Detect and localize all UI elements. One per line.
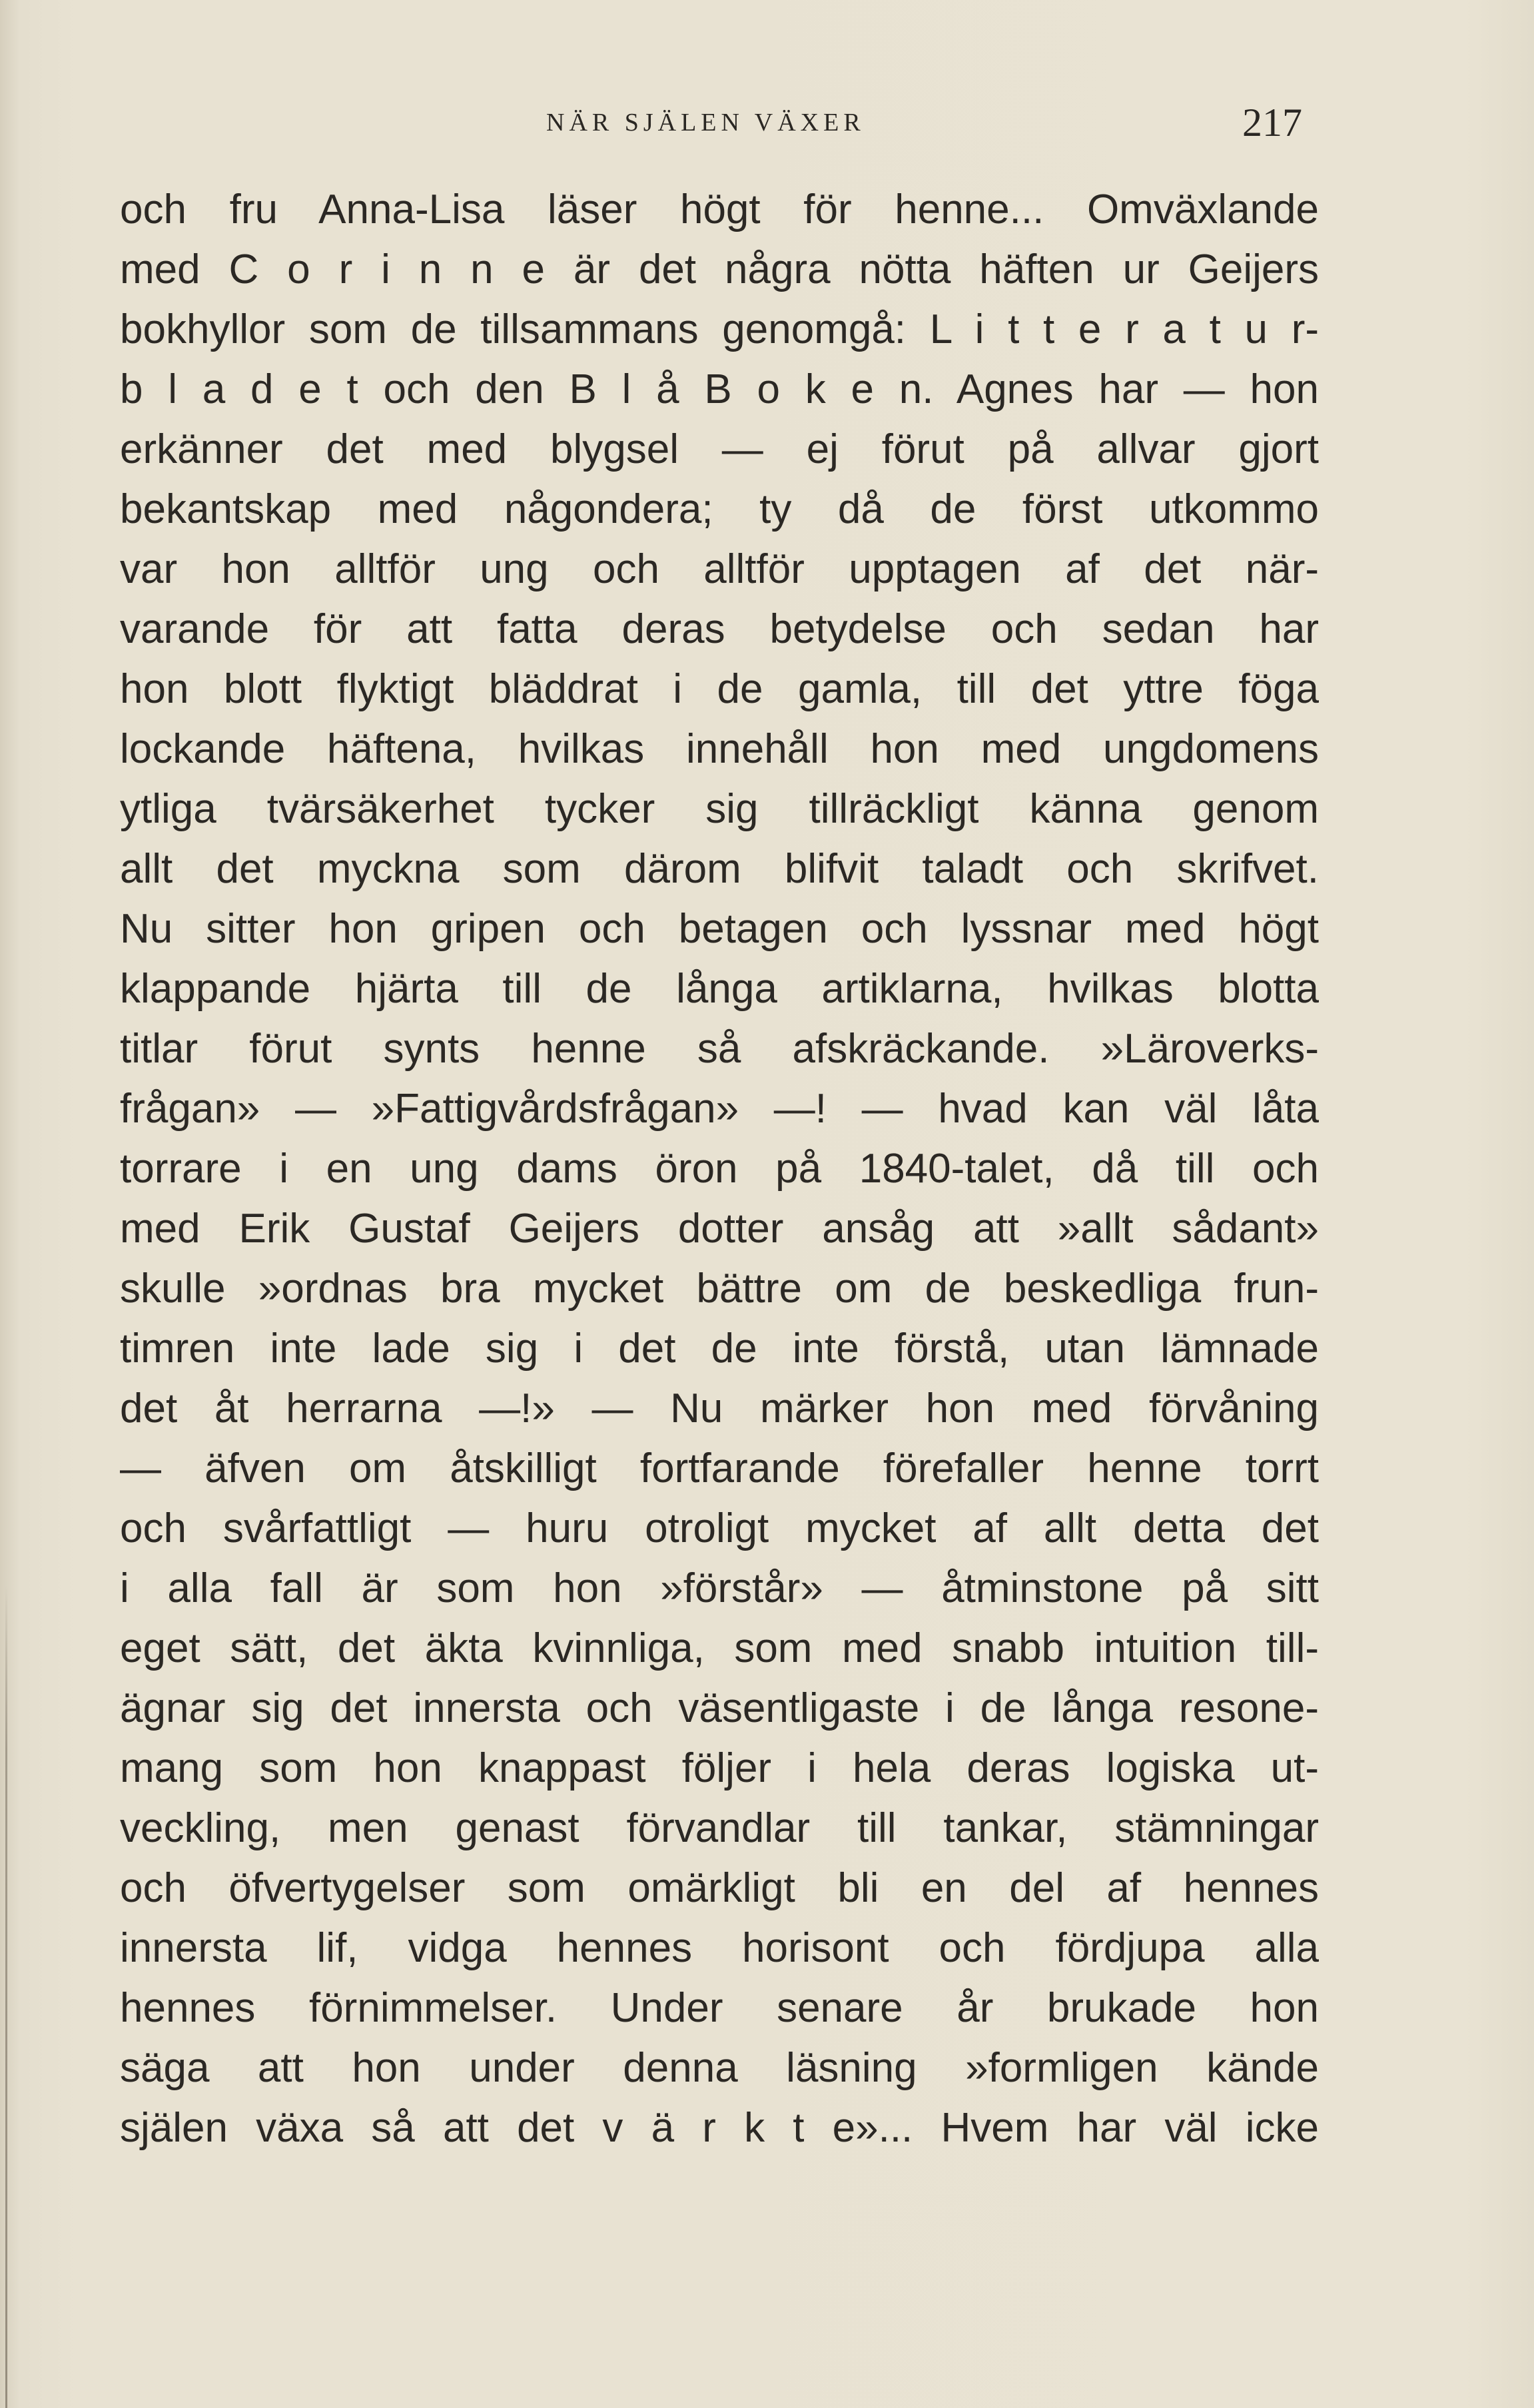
running-head: NÄR SJÄLEN VÄXER xyxy=(546,109,865,137)
text-line: titlar förut synts henne så afskräckande. »Läroverks- xyxy=(120,1026,1319,1072)
text-line: hon blott flyktigt bläddrat i de gamla, till det yttre föga xyxy=(120,666,1319,712)
text-line: skulle »ordnas bra mycket bättre om de beskedliga frun- xyxy=(120,1266,1319,1312)
text-line: frågan» — »Fattigvårdsfrågan» —! — hvad kan väl låta xyxy=(120,1086,1319,1132)
text-line: hennes förnimmelser. Under senare år brukade hon xyxy=(120,1985,1319,2031)
text-line: ytliga tvärsäkerhet tycker sig tillräckligt känna genom xyxy=(120,786,1319,832)
text-line: torrare i en ung dams öron på 1840-talet, då till och xyxy=(120,1146,1319,1192)
text-line: var hon alltför ung och alltför upptagen af det när- xyxy=(120,546,1319,592)
text-line: i alla fall är som hon »förstår» — åtminstone på sitt xyxy=(120,1565,1319,1611)
text-line: erkänner det med blygsel — ej förut på allvar gjort xyxy=(120,426,1319,472)
text-line: innersta lif, vidga hennes horisont och fördjupa alla xyxy=(120,1925,1319,1971)
text-line: b l a d e t och den B l å B o k e n. Agnes har — hon xyxy=(120,366,1319,412)
text-line: säga att hon under denna läsning »formligen kände xyxy=(120,2045,1319,2091)
text-line: själen växa så att det v ä r k t e»... Hvem har väl icke xyxy=(120,2105,1319,2151)
text-line: med Erik Gustaf Geijers dotter ansåg att »allt sådant» xyxy=(120,1206,1319,1252)
text-line: klappande hjärta till de långa artiklarna, hvilkas blotta xyxy=(120,966,1319,1012)
text-line: bokhyllor som de tillsammans genomgå: L i t t e r a t u r- xyxy=(120,306,1319,352)
page-number: 217 xyxy=(1242,101,1302,145)
text-line: lockande häftena, hvilkas innehåll hon med ungdomens xyxy=(120,726,1319,772)
text-line: och öfvertygelser som omärkligt bli en del af hennes xyxy=(120,1865,1319,1911)
text-line: och svårfattligt — huru otroligt mycket af allt detta det xyxy=(120,1505,1319,1551)
text-line: ägnar sig det innersta och väsentligaste i de långa resone- xyxy=(120,1685,1319,1731)
page-header xyxy=(0,100,1534,153)
text-line: och fru Anna-Lisa läser högt för henne... Omväxlande xyxy=(120,187,1319,232)
text-line: mang som hon knappast följer i hela deras logiska ut- xyxy=(120,1745,1319,1791)
text-line: bekantskap med någondera; ty då de först utkommo xyxy=(120,486,1319,532)
text-line: med C o r i n n e är det några nötta häften ur Geijers xyxy=(120,246,1319,292)
text-line: allt det myckna som därom blifvit taladt och skrifvet. xyxy=(120,846,1319,892)
body-text xyxy=(120,180,1319,2158)
text-line: timren inte lade sig i det de inte förstå, utan lämnade xyxy=(120,1326,1319,1372)
text-line: eget sätt, det äkta kvinnliga, som med snabb intuition till- xyxy=(120,1625,1319,1671)
text-line: veckling, men genast förvandlar till tankar, stämningar xyxy=(120,1805,1319,1851)
text-line: — äfven om åtskilligt fortfarande förefaller henne torrt xyxy=(120,1445,1319,1491)
text-line: varande för att fatta deras betydelse och sedan har xyxy=(120,606,1319,652)
text-line: det åt herrarna —!» — Nu märker hon med förvåning xyxy=(120,1386,1319,1431)
page-edge-shadow xyxy=(5,1585,7,2408)
text-line: Nu sitter hon gripen och betagen och lyssnar med högt xyxy=(120,906,1319,952)
